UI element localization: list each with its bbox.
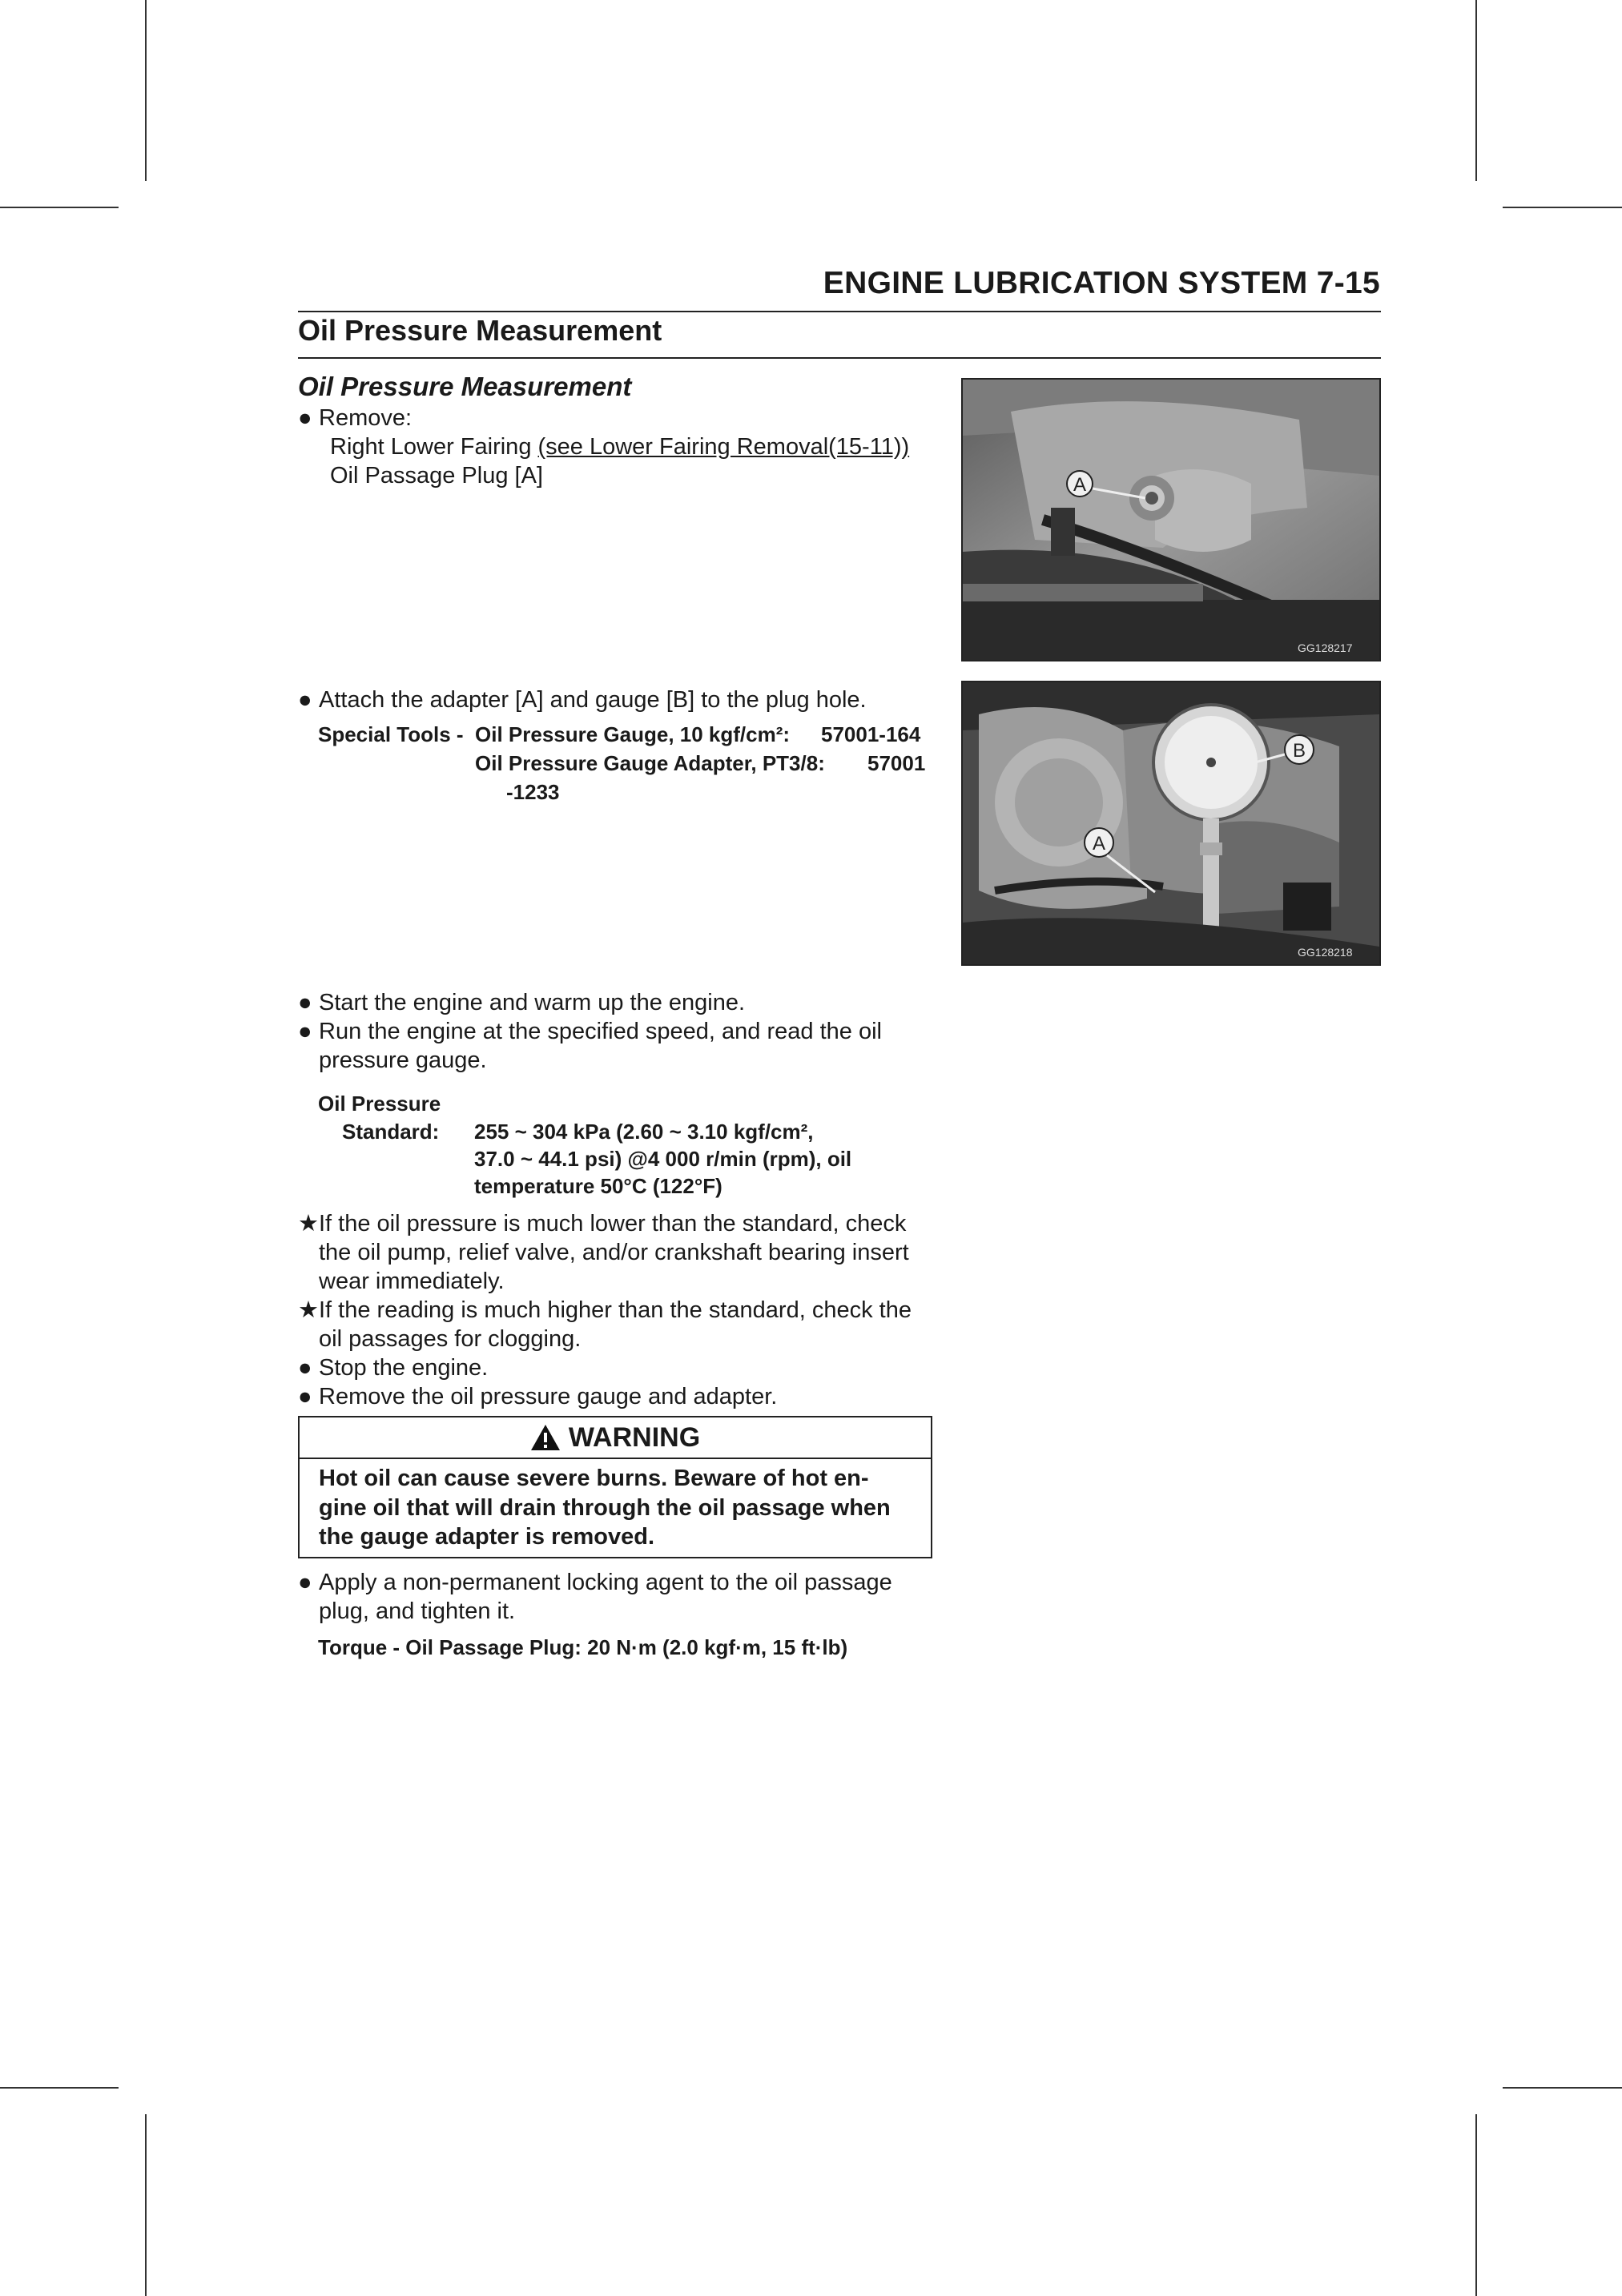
warning-text: Hot oil can cause severe burns. Beware of hot en- gine oil that will drain through the oil passage when the gauge adapter is removed. — [319, 1466, 891, 1550]
section-title: Oil Pressure Measurement — [298, 314, 662, 347]
figure-gauge-adapter — [961, 681, 1381, 966]
step-stop: ● Stop the engine. — [298, 1355, 489, 1381]
bullet-icon: ● — [298, 1384, 312, 1409]
header-rule — [298, 311, 1381, 312]
figure-oil-passage-plug — [961, 378, 1381, 661]
spec-standard-label: Standard: — [342, 1120, 440, 1144]
page-header-title: ENGINE LUBRICATION SYSTEM 7-15 — [823, 266, 1380, 300]
warning-box — [298, 1416, 932, 1558]
spec-value-line2: 37.0 ~ 44.1 psi) @4 000 r/min (rpm), oil — [474, 1147, 852, 1171]
note-high-pressure: ★ If the reading is much higher than the standard, check the oil passages for clogging. — [298, 1297, 912, 1352]
bullet-icon: ● — [298, 405, 312, 431]
engine-photo — [963, 380, 1379, 660]
step-attach: ● Attach the adapter [A] and gauge [B] to the plug hole. — [298, 687, 867, 713]
figure-code: GG128217 — [1298, 641, 1353, 654]
step-remove: ● Remove: — [298, 405, 413, 431]
remove-item-plug: Oil Passage Plug [A] — [330, 463, 543, 489]
bullet-icon: ● — [298, 1355, 312, 1381]
warning-triangle-icon — [530, 1424, 561, 1451]
crop-mark — [1503, 207, 1622, 208]
step-run: ● Run the engine at the specified speed, and read the oil pressure gauge. — [298, 1019, 882, 1073]
svg-text:A: A — [1073, 474, 1087, 496]
note-low-pressure: ★ If the oil pressure is much lower than the standard, check the oil pump, relief valve, and/or crankshaft bearing insert wear immediately. — [298, 1211, 909, 1294]
crop-mark — [0, 2087, 119, 2089]
crop-mark — [145, 0, 147, 181]
section-rule — [298, 357, 1381, 359]
remove-item-fairing: Right Lower Fairing (see Lower Fairing Removal(15-11)) — [330, 434, 910, 460]
star-icon: ★ — [298, 1211, 319, 1236]
link-lower-fairing-removal[interactable]: (see Lower Fairing Removal(15-11)) — [537, 434, 910, 460]
bullet-icon: ● — [298, 1570, 312, 1595]
svg-text:A: A — [1092, 833, 1106, 854]
step-start: ● Start the engine and warm up the engine. — [298, 990, 746, 1015]
step-apply: ● Apply a non-permanent locking agent to the oil passage plug, and tighten it. — [298, 1570, 892, 1624]
spec-value-line3: temperature 50°C (122°F) — [474, 1174, 722, 1198]
bullet-icon: ● — [298, 990, 312, 1015]
star-icon: ★ — [298, 1297, 319, 1323]
crop-mark — [145, 2114, 147, 2296]
engine-gauge-photo — [963, 682, 1379, 964]
special-tool-2-number: 57001 — [867, 751, 926, 775]
crop-mark — [0, 207, 119, 208]
spec-value-line1: 255 ~ 304 kPa (2.60 ~ 3.10 kgf/cm², — [474, 1120, 814, 1144]
subsection-title: Oil Pressure Measurement — [298, 372, 632, 401]
step-remove-gauge: ● Remove the oil pressure gauge and adapter. — [298, 1384, 778, 1409]
svg-text:B: B — [1292, 740, 1306, 762]
bullet-icon: ● — [298, 687, 312, 713]
special-tool-2-number-cont: -1233 — [506, 780, 560, 804]
special-tool-1-name: Oil Pressure Gauge, 10 kgf/cm²: — [475, 722, 791, 746]
torque-spec: Torque - Oil Passage Plug: 20 N·m (2.0 kgf·m, 15 ft·lb) — [318, 1635, 848, 1659]
special-tool-2-name: Oil Pressure Gauge Adapter, PT3/8: — [475, 751, 825, 775]
bullet-icon: ● — [298, 1019, 312, 1044]
warning-heading: WARNING — [300, 1417, 931, 1459]
special-tool-1-number: 57001-164 — [821, 722, 921, 746]
crop-mark — [1503, 2087, 1622, 2089]
crop-mark — [1475, 2114, 1477, 2296]
spec-label: Oil Pressure — [318, 1092, 441, 1116]
figure-code: GG128218 — [1298, 946, 1353, 959]
crop-mark — [1475, 0, 1477, 181]
special-tools-label: Special Tools - — [318, 722, 464, 746]
